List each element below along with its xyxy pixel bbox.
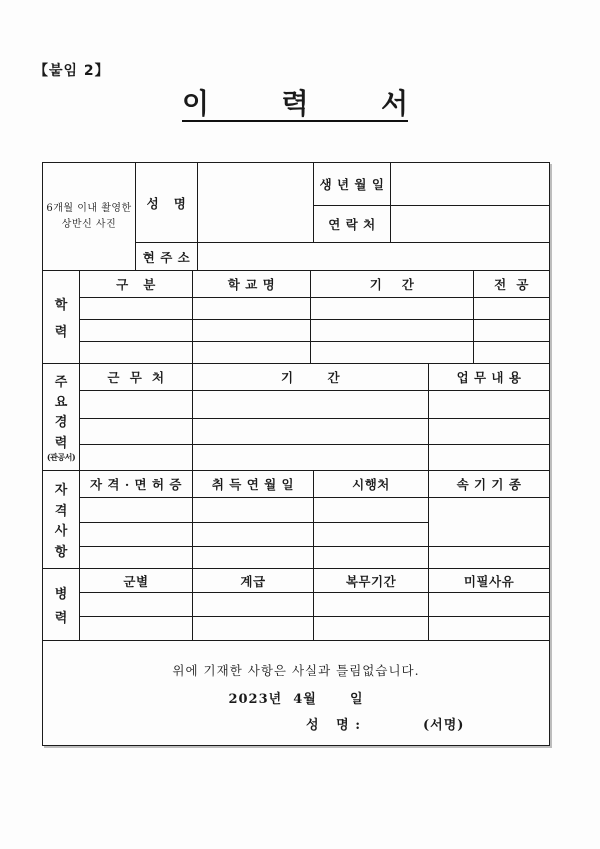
signature-name-label: 성 명 : xyxy=(306,718,362,733)
label-char: 력 xyxy=(54,325,68,341)
qual-steno-merged-cell xyxy=(429,498,549,547)
career-col-period: 기 간 xyxy=(193,364,429,391)
career-cell xyxy=(80,445,193,470)
birth-date-value-cell xyxy=(391,163,549,206)
career-cell xyxy=(80,419,193,445)
career-section xyxy=(43,364,549,471)
qualification-section-label xyxy=(43,471,80,568)
address-value-cell xyxy=(198,243,549,270)
mil-cell xyxy=(429,617,549,640)
label-char: 격 xyxy=(54,503,68,519)
label-char: 력 xyxy=(54,610,68,626)
mil-cell xyxy=(314,593,429,617)
qual-cell xyxy=(193,498,314,523)
declaration-statement: 위에 기재한 사항은 사실과 틀림없습니다. xyxy=(172,663,420,678)
career-cell xyxy=(193,391,429,419)
edu-cell xyxy=(193,342,311,363)
label-char: 력 xyxy=(54,435,68,451)
contact-label: 연 락 처 xyxy=(314,206,391,243)
qual-col-issuer: 시행처 xyxy=(314,471,429,498)
career-col-workplace: 근 무 처 xyxy=(80,364,193,391)
declaration-section xyxy=(43,641,549,744)
mil-cell xyxy=(314,617,429,640)
qual-cell xyxy=(429,547,549,568)
qual-cell xyxy=(80,523,193,547)
mil-cell xyxy=(429,593,549,617)
qual-cell xyxy=(314,547,429,568)
mil-col-service-period: 복무기간 xyxy=(314,569,429,593)
edu-cell xyxy=(311,298,474,320)
education-section xyxy=(43,271,549,364)
title-char: 력 xyxy=(281,87,309,121)
mil-cell xyxy=(80,617,193,640)
edu-cell xyxy=(474,298,549,320)
qual-cell xyxy=(80,547,193,568)
name-value-cell xyxy=(198,163,314,243)
qual-cell xyxy=(193,523,314,547)
career-section-note: (관공서) xyxy=(46,451,76,462)
declaration-date: 2023년 4월 일 xyxy=(228,692,364,707)
mil-col-rank: 계급 xyxy=(193,569,314,593)
name-label: 성 명 xyxy=(136,163,198,243)
qual-cell xyxy=(314,498,429,523)
edu-cell xyxy=(311,320,474,342)
photo-box xyxy=(43,163,136,270)
title-char: 서 xyxy=(380,87,408,121)
attachment-label: 【붙임 2】 xyxy=(34,63,110,79)
photo-note-line2: 상반신 사진 xyxy=(61,218,117,230)
qual-cell xyxy=(80,498,193,523)
page-title xyxy=(182,86,408,122)
military-section-label xyxy=(43,569,80,640)
edu-cell xyxy=(193,298,311,320)
personal-info-section xyxy=(43,163,549,271)
qual-col-date: 취 득 연 월 일 xyxy=(193,471,314,498)
edu-cell xyxy=(474,342,549,363)
qual-cell xyxy=(314,523,429,547)
mil-cell xyxy=(80,593,193,617)
career-section-label xyxy=(43,364,80,470)
signature-sign-label: (서명) xyxy=(423,718,465,733)
career-cell xyxy=(429,419,549,445)
edu-cell xyxy=(311,342,474,363)
mil-col-branch: 군별 xyxy=(80,569,193,593)
resume-form-table xyxy=(42,162,550,746)
edu-col-period: 기 간 xyxy=(311,271,474,298)
label-char: 학 xyxy=(54,297,68,313)
edu-col-school: 학 교 명 xyxy=(193,271,311,298)
mil-col-exemption-reason: 미필사유 xyxy=(429,569,549,593)
education-section-label xyxy=(43,271,80,363)
edu-cell xyxy=(80,298,193,320)
career-cell xyxy=(80,391,193,419)
contact-value-cell xyxy=(391,206,549,243)
career-cell xyxy=(429,391,549,419)
qual-cell xyxy=(193,547,314,568)
title-char: 이 xyxy=(182,87,210,121)
birth-date-label: 생 년 월 일 xyxy=(314,163,391,206)
label-char: 항 xyxy=(54,545,68,561)
career-col-duty: 업 무 내 용 xyxy=(429,364,549,391)
edu-cell xyxy=(80,320,193,342)
label-char: 병 xyxy=(54,587,68,603)
mil-cell xyxy=(193,617,314,640)
label-char: 경 xyxy=(54,415,68,431)
edu-cell xyxy=(474,320,549,342)
military-section xyxy=(43,569,549,641)
label-char: 자 xyxy=(54,482,68,498)
address-label: 현 주 소 xyxy=(136,243,198,270)
edu-col-major: 전 공 xyxy=(474,271,549,298)
label-char: 사 xyxy=(54,524,68,540)
qualification-section xyxy=(43,471,549,569)
qual-col-steno-machine: 속 기 기 종 xyxy=(429,471,549,498)
edu-col-type: 구 분 xyxy=(80,271,193,298)
edu-cell xyxy=(193,320,311,342)
label-char: 주 xyxy=(54,375,68,391)
edu-cell xyxy=(80,342,193,363)
mil-cell xyxy=(193,593,314,617)
photo-note-line1: 6개월 이내 촬영한 xyxy=(46,202,132,214)
career-cell xyxy=(193,419,429,445)
career-cell xyxy=(193,445,429,470)
qual-col-license: 자 격 · 면 허 증 xyxy=(80,471,193,498)
declaration-signature-line xyxy=(43,714,549,732)
label-char: 요 xyxy=(54,395,68,411)
career-cell xyxy=(429,445,549,470)
